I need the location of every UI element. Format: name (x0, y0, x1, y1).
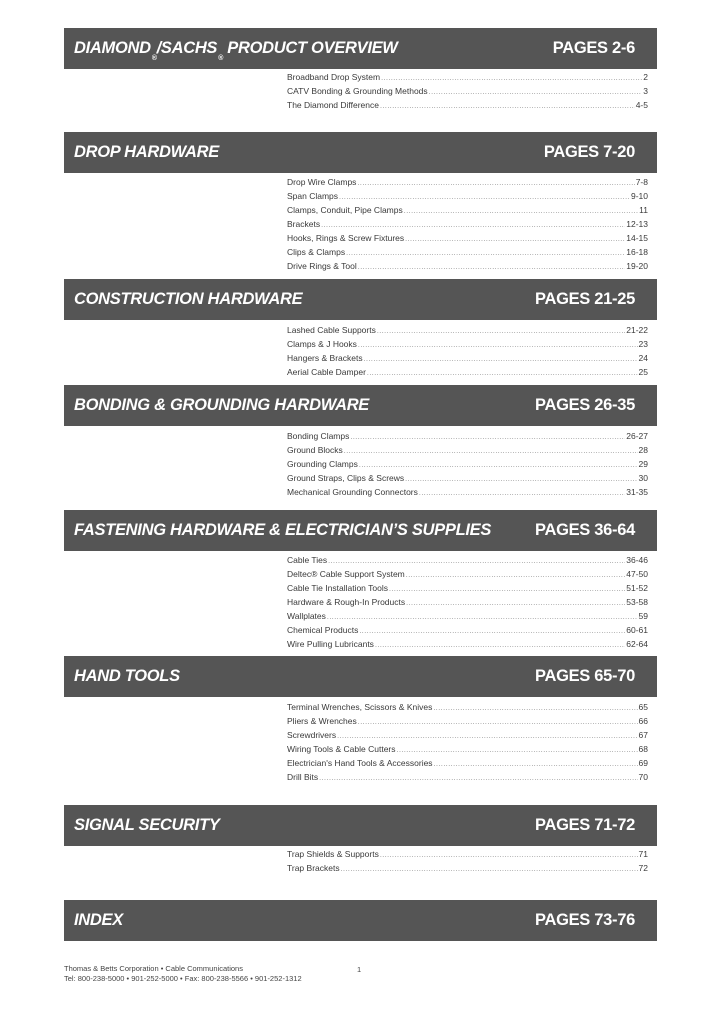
toc-item-label: Clamps & J Hooks (287, 339, 357, 349)
toc-item-page: 71 (638, 849, 648, 859)
toc-item-label: Brackets (287, 219, 321, 229)
toc-item[interactable] (287, 245, 648, 259)
toc-item-page: 59 (638, 611, 648, 621)
toc-item-label: Trap Brackets (287, 863, 340, 873)
toc-item[interactable] (287, 203, 648, 217)
toc-item-label: Clamps, Conduit, Pipe Clamps (287, 205, 403, 215)
toc-item-page: 12-13 (626, 219, 648, 229)
toc-item-page: 72 (638, 863, 648, 873)
toc-item[interactable] (287, 471, 648, 485)
toc-item-label: Screwdrivers (287, 730, 337, 740)
toc-item-label: Wire Pulling Lubricants (287, 639, 374, 649)
toc-item-page: 9-10 (630, 191, 648, 201)
section-header-signal-security (64, 805, 657, 846)
toc-item-label: Broadband Drop System (287, 72, 381, 82)
toc-item[interactable] (287, 728, 648, 742)
toc-item[interactable] (287, 259, 648, 273)
toc-item[interactable] (287, 365, 648, 379)
toc-item[interactable] (287, 323, 648, 337)
toc-item[interactable] (287, 756, 648, 770)
toc-item[interactable] (287, 351, 648, 365)
toc-list-hand-tools (287, 700, 648, 784)
section-pages: PAGES 7-20 (543, 143, 635, 161)
toc-item-label: Hooks, Rings & Screw Fixtures (287, 233, 405, 243)
footer-contact: Tel: 800-238-5000 • 901-252-5000 • Fax: 800-238-5566 • 901-252-1312 (64, 974, 302, 983)
toc-item-label: Ground Straps, Clips & Screws (287, 473, 405, 483)
section-title: CONSTRUCTION HARDWARE (74, 290, 303, 308)
toc-item-label: Drive Rings & Tool (287, 261, 357, 271)
section-pages: PAGES 71-72 (534, 816, 635, 834)
toc-item-page: 66 (638, 716, 648, 726)
section-pages: PAGES 73-76 (534, 911, 635, 929)
toc-item-label: Terminal Wrenches, Scissors & Knives (287, 702, 433, 712)
toc-item-page: 30 (638, 473, 648, 483)
toc-item[interactable] (287, 70, 648, 84)
toc-item-label: Electrician's Hand Tools & Accessories (287, 758, 433, 768)
toc-item-page: 24 (638, 353, 648, 363)
section-pages: PAGES 2-6 (552, 39, 635, 57)
toc-item-page: 29 (638, 459, 648, 469)
toc-item-label: Deltec® Cable Support System (287, 569, 405, 579)
toc-item-label: Drop Wire Clamps (287, 177, 357, 187)
section-title: SIGNAL SECURITY (74, 816, 220, 834)
toc-item-label: Wiring Tools & Cable Cutters (287, 744, 396, 754)
toc-list-product-overview (287, 70, 648, 112)
toc-item-label: Pliers & Wrenches (287, 716, 357, 726)
toc-item-page: 21-22 (626, 325, 648, 335)
toc-item[interactable] (287, 217, 648, 231)
toc-item-page: 36-46 (626, 555, 648, 565)
section-pages: PAGES 36-64 (534, 521, 635, 539)
toc-item-label: Span Clamps (287, 191, 339, 201)
toc-item[interactable] (287, 742, 648, 756)
toc-item-page: 3 (643, 86, 648, 96)
toc-item-page: 62-64 (626, 639, 648, 649)
toc-item-label: Cable Ties (287, 555, 328, 565)
toc-list-fastening-hardware (287, 553, 648, 651)
toc-item[interactable] (287, 700, 648, 714)
section-header-construction-hardware (64, 279, 657, 320)
toc-item[interactable] (287, 553, 648, 567)
toc-item-page: 16-18 (626, 247, 648, 257)
toc-item-page: 51-52 (626, 583, 648, 593)
section-pages: PAGES 21-25 (534, 290, 635, 308)
section-title: HAND TOOLS (74, 667, 180, 685)
toc-item-label: Lashed Cable Supports (287, 325, 376, 335)
toc-item[interactable] (287, 581, 648, 595)
toc-item-page: 67 (638, 730, 648, 740)
section-title: FASTENING HARDWARE & ELECTRICIAN’S SUPPLIES (74, 521, 492, 539)
toc-item-page: 7-8 (635, 177, 648, 187)
section-header-fastening-hardware (64, 510, 657, 551)
toc-item-page: 23 (638, 339, 648, 349)
toc-item-page: 19-20 (626, 261, 648, 271)
toc-item[interactable] (287, 714, 648, 728)
toc-item[interactable] (287, 337, 648, 351)
toc-item[interactable] (287, 98, 648, 112)
toc-item[interactable] (287, 567, 648, 581)
toc-item[interactable] (287, 609, 648, 623)
toc-item-label: Bonding Clamps (287, 431, 350, 441)
toc-item[interactable] (287, 623, 648, 637)
toc-item-page: 60-61 (626, 625, 648, 635)
toc-item-page: 11 (639, 205, 648, 215)
toc-item[interactable] (287, 189, 648, 203)
toc-item-label: Chemical Products (287, 625, 359, 635)
toc-item-label: Cable Tie Installation Tools (287, 583, 388, 593)
toc-item[interactable] (287, 443, 648, 457)
footer-company: Thomas & Betts Corporation • Cable Communications (64, 964, 243, 973)
toc-item[interactable] (287, 485, 648, 499)
toc-item-label: CATV Bonding & Grounding Methods (287, 86, 428, 96)
toc-item-label: Hangers & Brackets (287, 353, 363, 363)
toc-item-page: 53-58 (626, 597, 648, 607)
toc-item-label: Aerial Cable Damper (287, 367, 366, 377)
toc-item[interactable] (287, 595, 648, 609)
toc-item[interactable] (287, 847, 648, 861)
toc-item-label: Mechanical Grounding Connectors (287, 487, 418, 497)
toc-item[interactable] (287, 637, 648, 651)
section-header-bonding-grounding (64, 385, 657, 426)
toc-item-page: 25 (638, 367, 648, 377)
toc-item-label: The Diamond Difference (287, 100, 379, 110)
toc-list-construction-hardware (287, 323, 648, 379)
toc-item-page: 4-5 (635, 100, 648, 110)
section-header-product-overview (64, 28, 657, 69)
toc-item-page: 14-15 (626, 233, 648, 243)
toc-item-label: Grounding Clamps (287, 459, 358, 469)
toc-item-page: 70 (638, 772, 648, 782)
section-header-drop-hardware (64, 132, 657, 173)
toc-item-label: Hardware & Rough-In Products (287, 597, 406, 607)
page-number: 1 (357, 965, 362, 974)
section-pages: PAGES 26-35 (534, 396, 635, 414)
section-header-index (64, 900, 657, 941)
toc-list-bonding-grounding (287, 429, 648, 499)
section-pages: PAGES 65-70 (534, 667, 635, 685)
toc-item-page: 68 (638, 744, 648, 754)
toc-item-label: Ground Blocks (287, 445, 343, 455)
section-title: BONDING & GROUNDING HARDWARE (74, 396, 370, 414)
toc-item-page: 26-27 (626, 431, 648, 441)
toc-item-page: 47-50 (626, 569, 648, 579)
toc-item[interactable] (287, 770, 648, 784)
toc-item-page: 69 (638, 758, 648, 768)
toc-item[interactable] (287, 429, 648, 443)
footer (64, 964, 302, 984)
section-title: INDEX (74, 911, 123, 929)
toc-item[interactable] (287, 231, 648, 245)
toc-item-page: 28 (638, 445, 648, 455)
toc-item-label: Trap Shields & Supports (287, 849, 379, 859)
section-title: DIAMOND®/SACHS® PRODUCT OVERVIEW (74, 39, 398, 62)
toc-item-label: Drill Bits (287, 772, 319, 782)
toc-item-page: 31-35 (626, 487, 648, 497)
toc-item-page: 65 (638, 702, 648, 712)
toc-item[interactable] (287, 457, 648, 471)
toc-item-label: Wallplates (287, 611, 326, 621)
toc-item[interactable] (287, 84, 648, 98)
toc-list-drop-hardware (287, 175, 648, 273)
toc-list-signal-security (287, 847, 648, 875)
toc-item[interactable] (287, 175, 648, 189)
section-header-hand-tools (64, 656, 657, 697)
toc-item-label: Clips & Clamps (287, 247, 346, 257)
toc-item-page: 2 (643, 72, 648, 82)
toc-item[interactable] (287, 861, 648, 875)
section-title: DROP HARDWARE (74, 143, 219, 161)
